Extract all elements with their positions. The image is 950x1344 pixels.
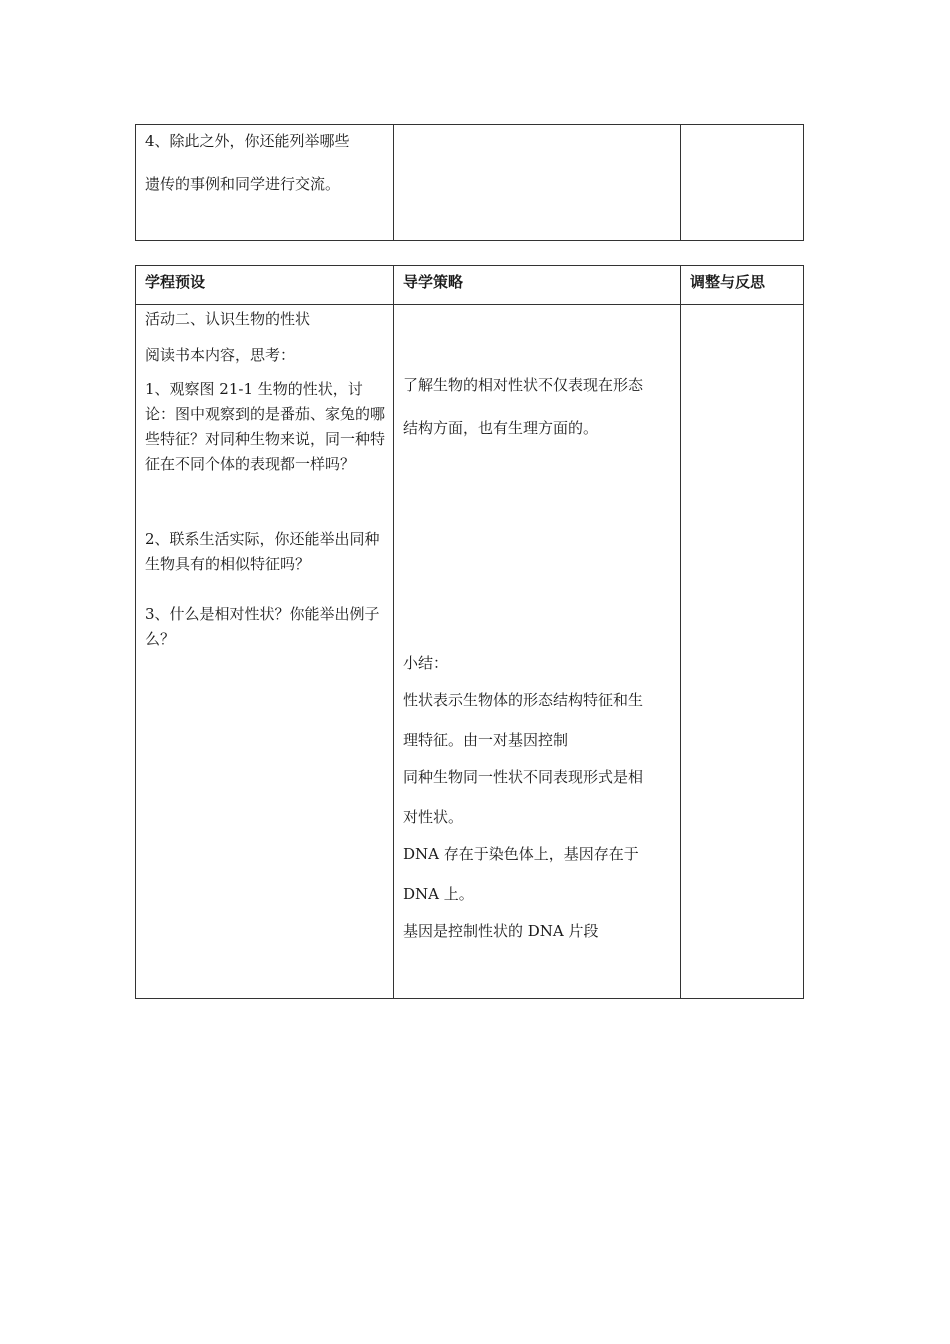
summary-line-4: 对性状。 [403, 808, 464, 826]
prev-strategy-cell [394, 125, 681, 241]
continuation-table [135, 124, 804, 241]
header-plan: 学程预设 [136, 266, 394, 305]
header-strategy: 导学策略 [394, 266, 681, 305]
activity-intro: 阅读书本内容，思考： [145, 346, 296, 364]
strategy-line-2: 结构方面，也有生理方面的。 [403, 419, 599, 437]
summary-title: 小结： [403, 654, 449, 672]
summary-line-3: 同种生物同一性状不同表现形式是相 [403, 768, 644, 786]
prev-question-line-1: 4、除此之外，你还能列举哪些 [145, 132, 350, 150]
summary-line-2: 理特征。由一对基因控制 [403, 731, 569, 749]
prev-activity-cell [136, 125, 394, 241]
activity-row [136, 305, 804, 999]
question-3: 3、什么是相对性状？你能举出例子么？ [145, 605, 380, 648]
question-2: 2、联系生活实际，你还能举出同种生物具有的相似特征吗？ [145, 530, 380, 573]
strategy-line-1: 了解生物的相对性状不仅表现在形态 [403, 376, 644, 394]
summary-line-5: DNA 存在于染色体上，基因存在于 [403, 845, 639, 863]
reflection-cell [681, 305, 804, 999]
summary-line-6: DNA 上。 [403, 885, 474, 903]
strategy-cell [394, 305, 681, 999]
summary-line-1: 性状表示生物体的形态结构特征和生 [403, 691, 644, 709]
prev-reflection-cell [681, 125, 804, 241]
plan-cell [136, 305, 394, 999]
header-reflection: 调整与反思 [681, 266, 804, 305]
prev-question-line-2: 遗传的事例和同学进行交流。 [145, 175, 341, 193]
header-row [136, 266, 804, 305]
summary-line-7: 基因是控制性状的 DNA 片段 [403, 922, 599, 940]
question-1: 1、观察图 21-1 生物的性状，讨论：图中观察到的是番茄、家兔的哪些特征？对同种生物来说，同一种特征在不同个体的表现都一样吗？ [145, 380, 386, 473]
lesson-plan-table [135, 265, 804, 999]
activity-title: 活动二、认识生物的性状 [145, 310, 311, 328]
